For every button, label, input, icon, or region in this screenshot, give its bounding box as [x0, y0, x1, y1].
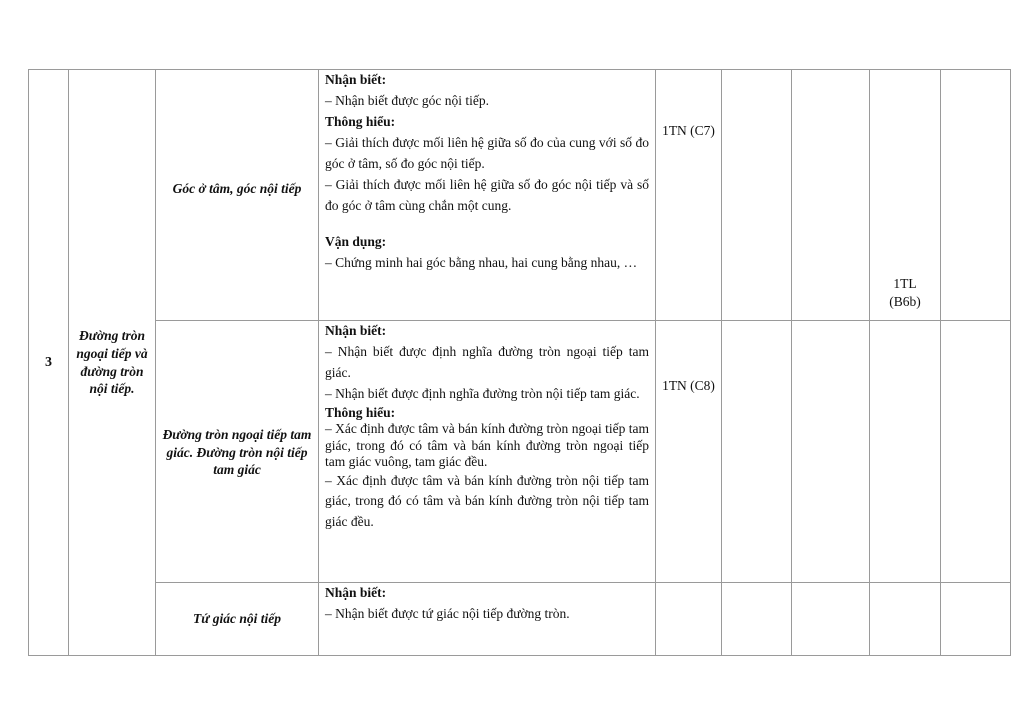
row-number: 3	[29, 70, 69, 656]
requirement-text: – Nhận biết được định nghĩa đường tròn ngoại tiếp tam giác.	[325, 343, 649, 380]
level-heading: Nhận biết:	[325, 323, 387, 338]
count-cell	[722, 70, 792, 321]
unit-name: Góc ở tâm, góc nội tiếp	[172, 181, 302, 196]
count-value: 1TN (C7)	[662, 123, 715, 138]
requirements-cell	[319, 321, 656, 583]
level-heading: Nhận biết:	[325, 585, 387, 600]
count-cell	[722, 583, 792, 656]
table-row	[29, 70, 1011, 321]
unit-cell	[156, 70, 319, 321]
count-value: 1TN (C8)	[662, 378, 715, 393]
level-heading: Nhận biết:	[325, 72, 387, 87]
count-cell	[941, 321, 1011, 583]
count-cell	[870, 70, 941, 321]
level-heading: Thông hiểu:	[325, 404, 396, 420]
count-cell	[792, 321, 870, 583]
count-cell	[656, 583, 722, 656]
count-cell	[941, 70, 1011, 321]
count-cell	[656, 70, 722, 321]
requirement-text: – Nhận biết được định nghĩa đường tròn nội tiếp tam giác.	[325, 385, 640, 401]
table-row	[29, 583, 1011, 656]
requirement-text: – Giải thích được mối liên hệ giữa số đo góc nội tiếp và số đo góc ở tâm cùng chắn một cung.	[325, 176, 649, 213]
level-heading: Vận dụng:	[325, 234, 387, 250]
assessment-matrix-table	[28, 69, 1011, 656]
level-heading: Thông hiểu:	[325, 113, 396, 129]
requirement-text: – Nhận biết được góc nội tiếp.	[325, 92, 490, 108]
topic-cell	[69, 70, 156, 656]
topic-label: Đường tròn ngoại tiếp và đường tròn nội tiếp.	[76, 328, 148, 397]
count-cell	[792, 583, 870, 656]
unit-cell	[156, 583, 319, 656]
requirement-text: – Nhận biết được tứ giác nội tiếp đường tròn.	[325, 605, 570, 621]
count-cell	[870, 321, 941, 583]
count-cell	[656, 321, 722, 583]
count-value: 1TL (B6b)	[889, 276, 921, 310]
unit-cell	[156, 321, 319, 583]
unit-name: Đường tròn ngoại tiếp tam giác. Đường tròn nội tiếp tam giác	[162, 427, 312, 478]
requirement-text: – Chứng minh hai góc bằng nhau, hai cung bằng nhau, …	[325, 255, 638, 271]
table-row	[29, 321, 1011, 583]
requirement-text: – Giải thích được mối liên hệ giữa số đo của cung với số đo góc ở tâm, số đo góc nội tiếp.	[325, 134, 649, 171]
count-cell	[792, 70, 870, 321]
unit-name: Tứ giác nội tiếp	[193, 611, 281, 627]
count-cell	[941, 583, 1011, 656]
requirement-text: – Xác định được tâm và bán kính đường tròn nội tiếp tam giác, trong đó có tâm và bán kính đường tròn nội tiếp tam giác đều.	[325, 472, 649, 530]
count-cell	[870, 583, 941, 656]
requirements-cell	[319, 583, 656, 656]
count-cell	[722, 321, 792, 583]
requirements-cell	[319, 70, 656, 321]
requirement-text: – Xác định được tâm và bán kính đường tròn ngoại tiếp tam giác, trong đó có tâm và bán kính đường tròn ngoại tiếp tam giác vuông, tam giác đều.	[325, 421, 649, 470]
